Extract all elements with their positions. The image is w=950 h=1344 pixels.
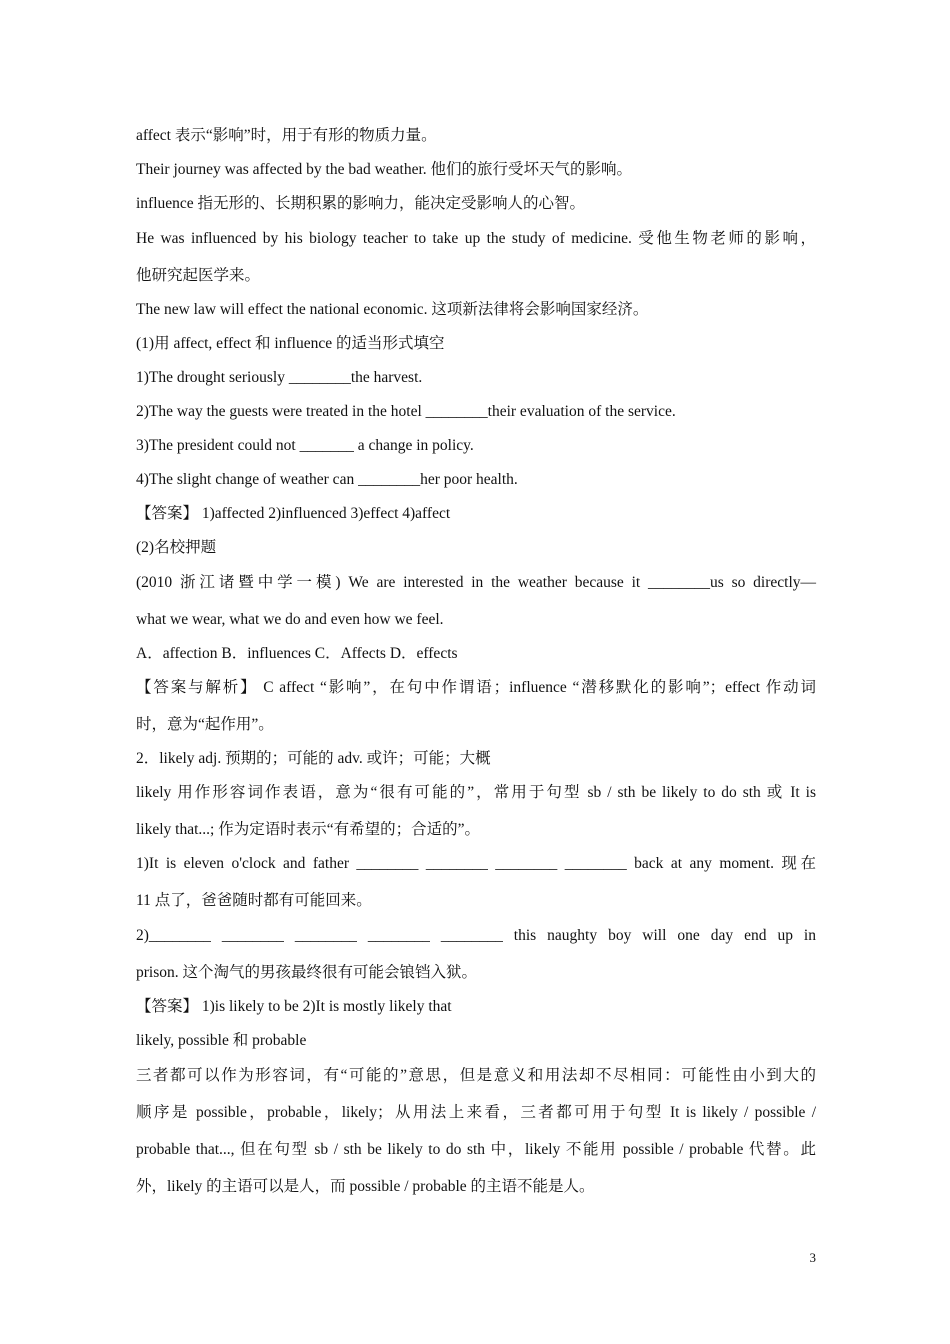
text-line: 3)The president could not _______ a change in policy. — [136, 437, 474, 454]
text-line: 1)It is eleven o'clock and father ________ ________ ________ ________ back at any moment. 现在 — [136, 855, 816, 872]
answer-line: 【答案】 1)is likely to be 2)It is mostly likely that — [136, 998, 452, 1015]
text-line: what we wear, what we do and even how we feel. — [136, 611, 444, 628]
answer-line: 【答案】 1)affected 2)influenced 3)effect 4)affect — [136, 505, 451, 522]
text-line: He was influenced by his biology teacher to take up the study of medicine. 受他生物老师的影响， — [136, 230, 816, 247]
text-line: likely, possible 和 probable — [136, 1032, 307, 1049]
text-line: 顺序是 possible，probable，likely；从用法上来看，三者都可用于句型 It is likely / possible / — [136, 1104, 816, 1121]
text-line: affect 表示“影响”时，用于有形的物质力量。 — [136, 127, 437, 144]
page-number: 3 — [809, 1250, 816, 1265]
text-line: (2010 浙江诸暨中学一模) We are interested in the weather because it ________us so directly— — [136, 574, 816, 591]
text-line: (1)用 affect, effect 和 influence 的适当形式填空 — [136, 335, 445, 352]
text-line: 2．likely adj. 预期的；可能的 adv. 或许；可能；大概 — [136, 750, 491, 767]
answer-line: 【答案与解析】 C affect “影响”，在句中作谓语；influence “潜移默化的影响”；effect 作动词 — [136, 679, 816, 696]
text-line: likely 用作形容词作表语，意为“很有可能的”，常用于句型 sb / sth be likely to do sth 或 It is — [136, 784, 816, 801]
text-line: 三者都可以作为形容词，有“可能的”意思，但是意义和用法却不尽相同：可能性由小到大的 — [136, 1067, 816, 1084]
text-line: 11 点了，爸爸随时都有可能回来。 — [136, 892, 372, 909]
text-line: The new law will effect the national economic. 这项新法律将会影响国家经济。 — [136, 301, 649, 318]
text-line: (2)名校押题 — [136, 539, 217, 556]
text-line: probable that..., 但在句型 sb / sth be likely to do sth 中，likely 不能用 possible / probable 代替。此 — [136, 1141, 816, 1158]
options-line: A．affection B．influences C．Affects D．effects — [136, 645, 458, 662]
text-line: 4)The slight change of weather can ________her poor health. — [136, 471, 518, 488]
text-line: 时，意为“起作用”。 — [136, 716, 274, 733]
text-line: 2)________ ________ ________ ________ ________ this naughty boy will one day end up in — [136, 927, 816, 944]
text-line: 外，likely 的主语可以是人，而 possible / probable 的主语不能是人。 — [136, 1178, 595, 1195]
text-line: 2)The way the guests were treated in the hotel ________their evaluation of the service. — [136, 403, 676, 420]
text-line: Their journey was affected by the bad weather. 他们的旅行受坏天气的影响。 — [136, 161, 633, 178]
text-line: 1)The drought seriously ________the harvest. — [136, 369, 423, 386]
text-line: 他研究起医学来。 — [136, 267, 261, 284]
text-line: likely that...; 作为定语时表示“有希望的；合适的”。 — [136, 821, 480, 838]
text-line: prison. 这个淘气的男孩最终很有可能会锒铛入狱。 — [136, 964, 478, 981]
text-line: influence 指无形的、长期积累的影响力，能决定受影响人的心智。 — [136, 195, 586, 212]
